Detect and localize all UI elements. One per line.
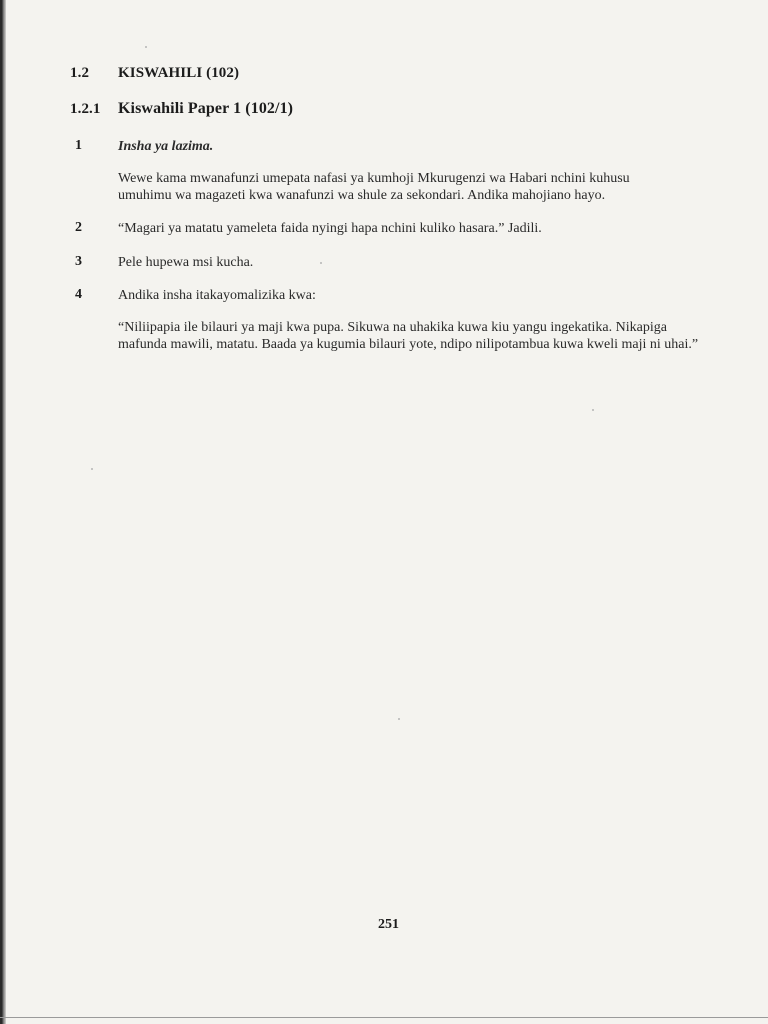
section-number: 1.2 (70, 65, 90, 81)
question-1-number: 1 (75, 138, 82, 153)
scan-speck (91, 468, 93, 470)
question-2-text: “Magari ya matatu yameleta faida nyingi hapa nchini kuliko hasara.” Jadili. (118, 221, 542, 236)
section-heading (70, 65, 239, 82)
subsection-number: 1.2.1 (70, 101, 101, 117)
scan-speck (320, 262, 322, 264)
question-3-text: Pele hupewa msi kucha. (118, 255, 254, 270)
scan-speck (592, 409, 594, 411)
question-4-quote: “Niliipapia ile bilauri ya maji kwa pupa. Sikuwa na uhakika kuwa kiu yangu ingekatika. Nikapiga mafunda mawili, matatu. Baada ya kugumia bilauri yote, ndipo nilipotambua kuwa kweli maji ni uhai.” (118, 320, 699, 352)
page-number: 251 (378, 917, 399, 932)
question-4-number: 4 (75, 287, 82, 302)
subsection-title: Kiswahili Paper 1 (102/1) (118, 100, 294, 117)
scan-speck (398, 718, 400, 720)
section-title: KISWAHILI (102) (118, 65, 240, 81)
subsection-heading (70, 100, 293, 118)
question-2-number: 2 (75, 220, 82, 235)
question-4-text: Andika insha itakayomalizika kwa: (118, 288, 316, 303)
question-1-instruction: Insha ya lazima. (118, 139, 214, 154)
scan-speck (145, 46, 147, 48)
question-1-text: Wewe kama mwanafunzi umepata nafasi ya kumhoji Mkurugenzi wa Habari nchini kuhusu umuhimu wa magazeti kwa wanafunzi wa shule za sekondari. Andika mahojiano hayo. (118, 171, 630, 203)
question-3-number: 3 (75, 254, 82, 269)
